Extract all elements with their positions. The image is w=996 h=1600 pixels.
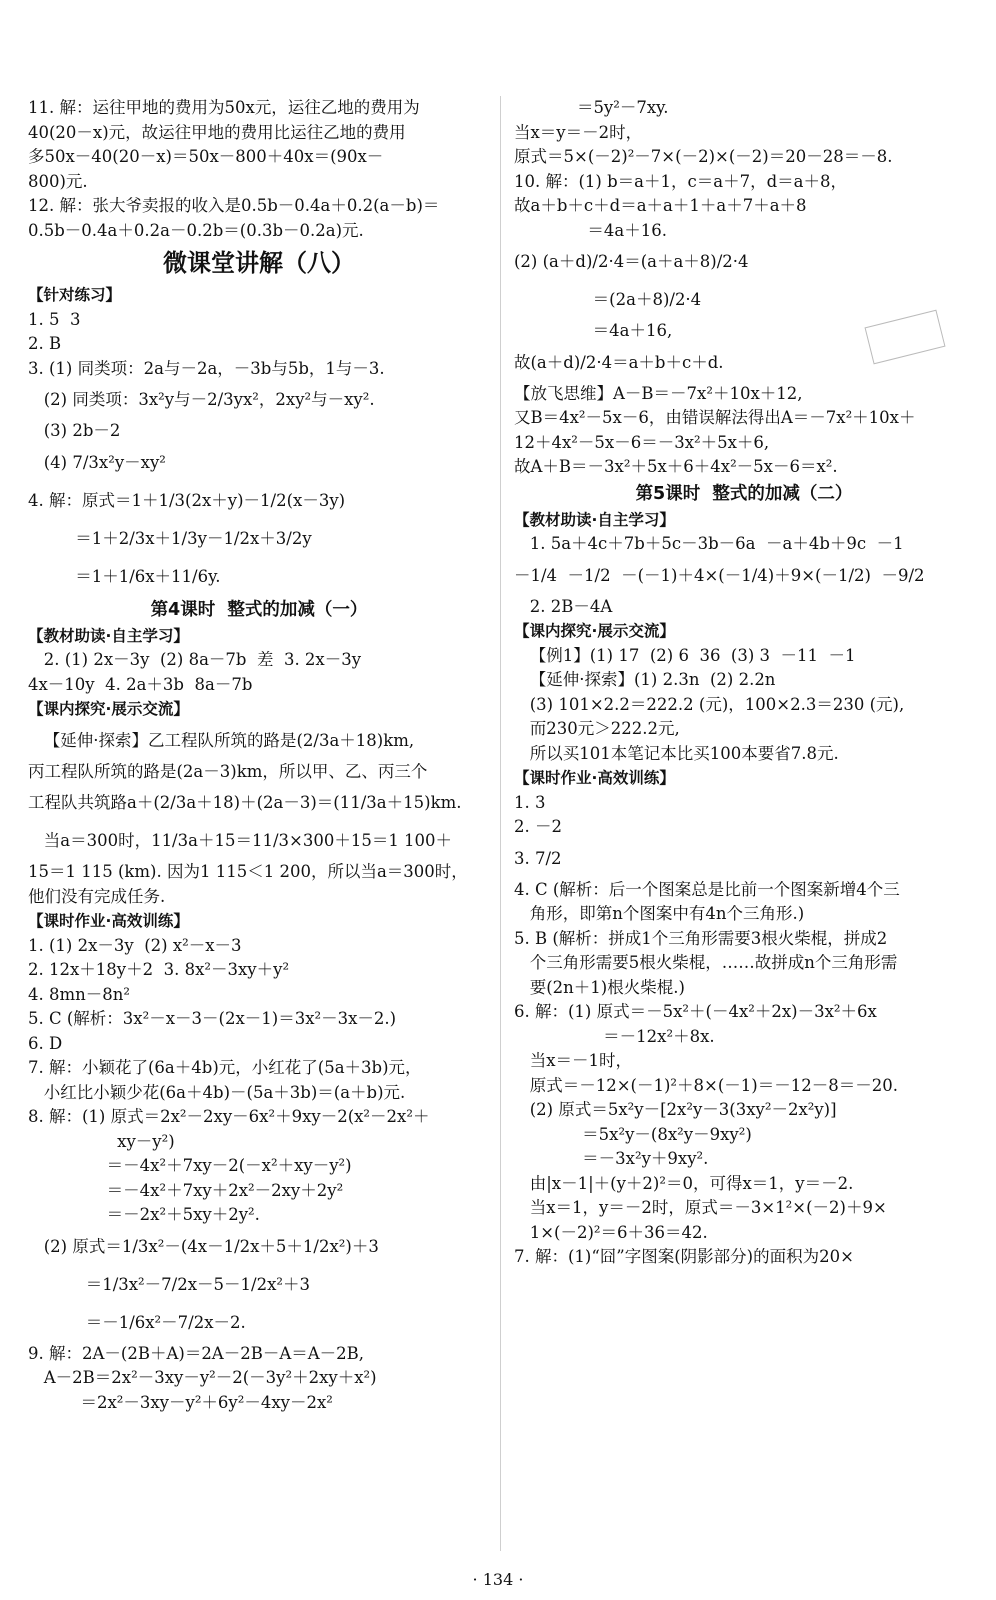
text-line: 工程队共筑路a＋(2/3a＋18)＋(2a－3)＝(11/3a＋15)km. (28, 793, 462, 812)
text-line: 3. (1) 同类项：2a与－2a，－3b与5b，1与－3. (28, 358, 385, 378)
text-line: 7. 解：小颖花了(6a＋4b)元，小红花了(5a＋3b)元， (28, 1058, 422, 1077)
text-line: ＝1＋2/3x＋1/3y－1/2x＋3/2y (28, 528, 312, 548)
text-line: 40(20－x)元，故运往甲地的费用比运往乙地的费用 (28, 122, 406, 142)
text-line: 10. 解：(1) b＝a＋1，c＝a＋7，d＝a＋8， (514, 171, 847, 191)
text-line: 原式＝－12×(－1)²＋8×(－1)＝－12－8＝－20. (514, 1075, 898, 1095)
text-line: ＝4a＋16, (514, 321, 673, 340)
text-line: 2. (1) 2x－3y (2) 8a－7b 差 3. 2x－3y (28, 650, 362, 669)
text-line: 2. 2B－4A (514, 596, 613, 616)
text-line: xy－y²) (28, 1131, 175, 1151)
text-line: 他们没有完成任务. (28, 886, 166, 906)
text-line: (2) 原式＝1/3x²－(4x－1/2x＋5＋1/2x²)＋3 (28, 1236, 379, 1256)
text-line: (2) 原式＝5x²y－[2x²y－3(3xy²－2x²y)] (514, 1100, 837, 1119)
text-line: 【放飞思维】A－B＝－7x²＋10x＋12, (514, 383, 803, 403)
section-label: 【针对练习】 (28, 286, 122, 304)
text-line: (3) 2b－2 (28, 421, 121, 440)
text-line: 1. 3 (514, 792, 546, 812)
text-line: ＝－3x²y＋9xy². (514, 1149, 709, 1168)
page-number: · 134 · (472, 1570, 524, 1589)
text-line: 【延伸·探索】乙工程队所筑的路是(2/3a＋18)km, (28, 730, 415, 750)
text-line: (2) 同类项：3x²y与－2/3yx²，2xy²与－xy². (28, 390, 375, 409)
text-line: 12＋4x²－5x－6＝－3x²＋5x＋6, (514, 432, 770, 452)
text-line: 【延伸·探索】(1) 2.3n (2) 2.2n (514, 670, 776, 689)
text-line: ＝1＋1/6x＋11/6y. (28, 566, 221, 586)
text-line: 15＝1 115 (km). 因为1 115＜1 200，所以当a＝300时， (28, 862, 468, 881)
text-line: 6. D (28, 1033, 63, 1053)
text-line: 又B＝4x²－5x－6，由错误解法得出A＝－7x²＋10x＋ (514, 408, 916, 427)
text-line: 2. 12x＋18y＋2 3. 8x²－3xy＋y² (28, 960, 290, 979)
text-line: 11. 解：运往甲地的费用为50x元，运往乙地的费用为 (28, 98, 420, 117)
column-divider (500, 96, 501, 1551)
text-line: (2) (a＋d)/2·4＝(a＋a＋8)/2·4 (514, 252, 749, 271)
text-line: 8. 解：(1) 原式＝2x²－2xy－6x²＋9xy－2(x²－2x²＋ (28, 1107, 430, 1126)
text-line: 4. 8mn－8n² (28, 984, 130, 1004)
text-line: 由|x－1|＋(y＋2)²＝0，可得x＝1，y＝－2. (514, 1173, 854, 1193)
text-line: 当a＝300时，11/3a＋15＝11/3×300＋15＝1 100＋ (28, 831, 453, 850)
text-line: ＝－2x²＋5xy＋2y². (28, 1205, 260, 1224)
text-line: 所以买101本笔记本比买100本要省7.8元. (514, 743, 839, 763)
text-line: 角形，即第n个图案中有4n个三角形.) (514, 904, 805, 923)
text-line: 4. C (解析：后一个图案总是比前一个图案新增4个三 (514, 879, 900, 899)
section-label: 【教材助读·自主学习】 (28, 626, 189, 645)
text-line: 5. B (解析：拼成1个三角形需要3根火柴棍，拼成2 (514, 928, 888, 948)
text-line: 当x＝y＝－2时， (514, 122, 643, 142)
section-label: 【课时作业·高效训练】 (514, 769, 675, 787)
text-line: －1/4 －1/2 －(－1)＋4×(－1/4)＋9×(－1/2) －9/2 (514, 565, 925, 585)
text-line: A－2B＝2x²－3xy－y²－2(－3y²＋2xy＋x²) (28, 1368, 377, 1387)
text-line: 而230元＞222.2元, (514, 719, 680, 738)
text-line: 2. －2 (514, 817, 562, 836)
section-title: 第5课时 整式的加减（二） (635, 483, 853, 504)
text-line: 1. 5 3 (28, 309, 81, 329)
text-line: 个三角形需要5根火柴棍，……故拼成n个三角形需 (514, 953, 898, 972)
text-line: 小红比小颖少花(6a＋4b)－(5a＋3b)＝(a＋b)元. (28, 1082, 406, 1102)
text-line: 3. 7/2 (514, 848, 562, 868)
section-label: 【教材助读·自主学习】 (514, 510, 675, 529)
text-line: 9. 解：2A－(2B＋A)＝2A－2B－A＝A－2B, (28, 1343, 365, 1363)
text-line: 5. C (解析：3x²－x－3－(2x－1)＝3x²－3x－2.) (28, 1009, 397, 1028)
text-line: 故a＋b＋c＋d＝a＋a＋1＋a＋7＋a＋8 (514, 196, 807, 215)
text-line: 【例1】(1) 17 (2) 6 36 (3) 3 －11 －1 (514, 645, 856, 665)
section-label: 【课内探究·展示交流】 (28, 700, 189, 718)
text-line: ＝－4x²＋7xy－2(－x²＋xy－y²) (28, 1156, 352, 1175)
text-line: ＝5y²－7xy. (514, 98, 669, 117)
text-line: ＝5x²y－(8x²y－9xy²) (514, 1124, 752, 1144)
text-line: 丙工程队所筑的路是(2a－3)km，所以甲、乙、丙三个 (28, 761, 428, 781)
text-line: 要(2n＋1)根火柴棍.) (514, 977, 685, 997)
text-line: 12. 解：张大爷卖报的收入是0.5b－0.4a＋0.2(a－b)＝ (28, 196, 440, 215)
text-line: 800)元. (28, 171, 88, 191)
text-line: ＝－12x²＋8x. (514, 1026, 715, 1046)
text-line: 0.5b－0.4a＋0.2a－0.2b＝(0.3b－0.2a)元. (28, 220, 364, 240)
text-line: ＝－1/6x²－7/2x－2. (28, 1312, 246, 1332)
section-label: 【课内探究·展示交流】 (514, 622, 675, 640)
text-line: 故(a＋d)/2·4＝a＋b＋c＋d. (514, 352, 724, 372)
text-line: 4x－10y 4. 2a＋3b 8a－7b (28, 674, 253, 694)
text-line: ＝1/3x²－7/2x－5－1/2x²＋3 (28, 1274, 310, 1294)
text-line: 故A＋B＝－3x²＋5x＋6＋4x²－5x－6＝x². (514, 457, 838, 476)
text-line: 多50x－40(20－x)＝50x－800＋40x＝(90x－ (28, 147, 384, 166)
text-line: (4) 7/3x²y－xy² (28, 452, 166, 472)
text-line: 4. 解：原式＝1＋1/3(2x＋y)－1/2(x－3y) (28, 490, 346, 510)
left-column (28, 96, 490, 1415)
text-line: 1. (1) 2x－3y (2) x²－x－3 (28, 935, 242, 955)
text-line: 6. 解：(1) 原式＝－5x²＋(－4x²＋2x)－3x²＋6x (514, 1002, 877, 1021)
text-line: 1×(－2)²＝6＋36＝42. (514, 1222, 708, 1242)
text-line: ＝(2a＋8)/2·4 (514, 290, 702, 309)
text-line: ＝4a＋16. (514, 220, 668, 240)
text-line: 当x＝1，y＝－2时，原式＝－3×1²×(－2)＋9× (514, 1198, 887, 1217)
text-line: ＝2x²－3xy－y²＋6y²－4xy－2x² (28, 1392, 333, 1412)
section-title: 第4课时 整式的加减（一） (150, 599, 368, 620)
section-title: 微课堂讲解（八） (163, 249, 355, 277)
text-line: (3) 101×2.2＝222.2 (元)，100×2.3＝230 (元), (514, 694, 905, 714)
right-column (514, 96, 974, 1270)
text-line: 2. B (28, 334, 62, 353)
section-label: 【课时作业·高效训练】 (28, 912, 189, 930)
text-line: 当x＝－1时， (514, 1051, 633, 1070)
text-line: 7. 解：(1)“囧”字图案(阴影部分)的面积为20× (514, 1247, 854, 1266)
text-line: 1. 5a＋4c＋7b＋5c－3b－6a －a＋4b＋9c －1 (514, 534, 904, 553)
text-line: 原式＝5×(－2)²－7×(－2)×(－2)＝20－28＝－8. (514, 147, 893, 166)
text-line: ＝－4x²＋7xy＋2x²－2xy＋2y² (28, 1180, 344, 1200)
